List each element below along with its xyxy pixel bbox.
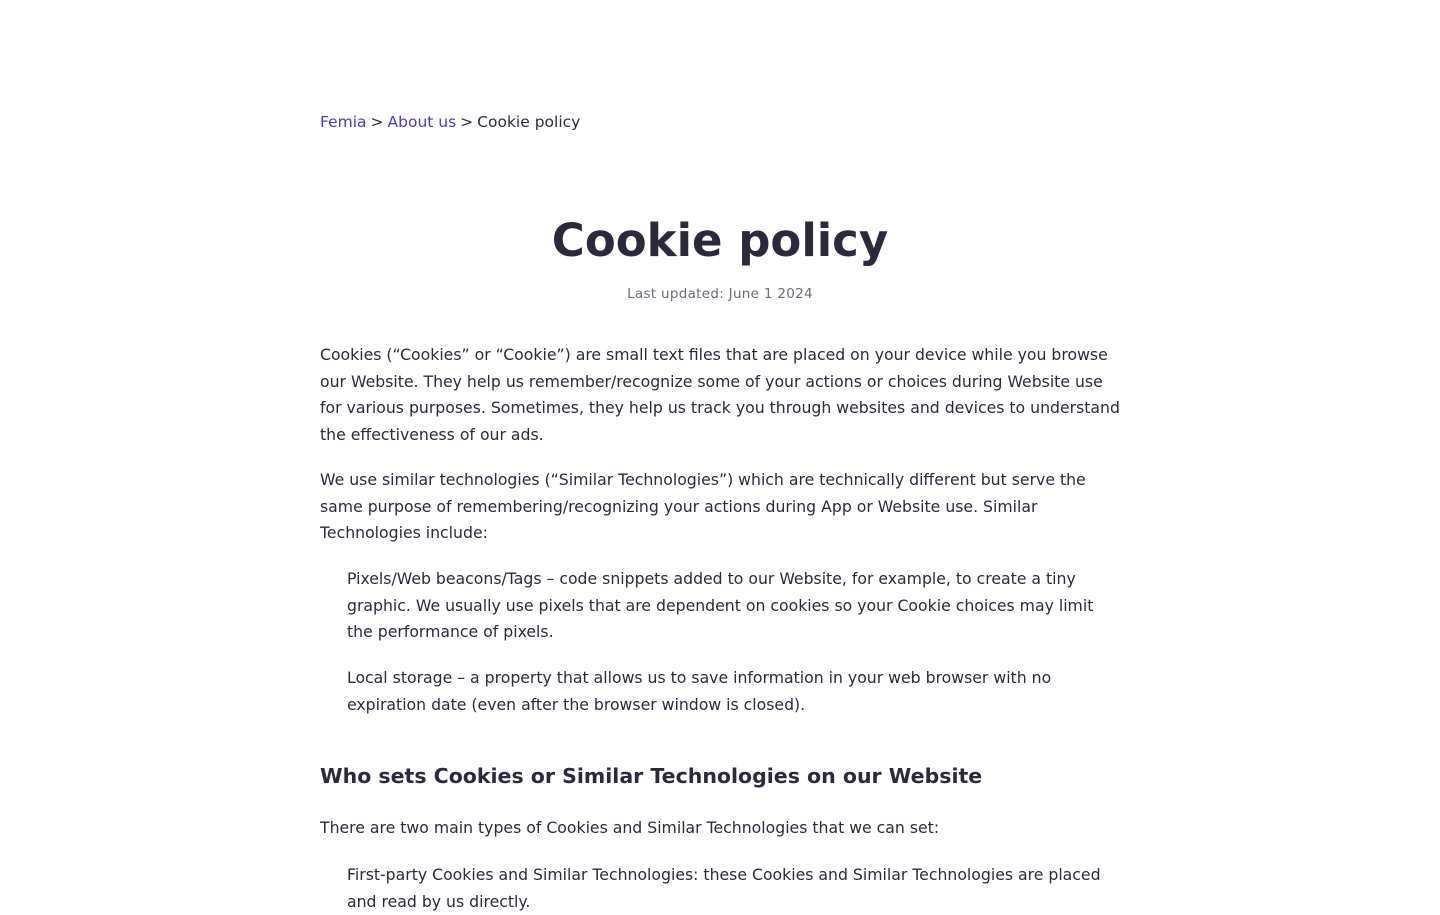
list-item-first-party: First-party Cookies and Similar Technologies: these Cookies and Similar Technologies are placed and read by us directly.: [347, 865, 1101, 911]
list-item-local-storage: Local storage – a property that allows us to save information in your web browser with no expiration date (even after the browser window is closed).: [347, 668, 1052, 714]
section-heading-who-sets-cookies: Who sets Cookies or Similar Technologies on our Website: [320, 764, 983, 788]
page-title: Cookie policy: [551, 214, 889, 267]
breadcrumb-separator: >: [460, 113, 474, 131]
last-updated-text: Last updated: June 1 2024: [627, 286, 813, 302]
breadcrumb-link-home[interactable]: Femia: [320, 113, 367, 131]
section-intro-paragraph: There are two main types of Cookies and Similar Technologies that we can set:: [320, 818, 940, 837]
list-item-pixels: Pixels/Web beacons/Tags – code snippets added to our Website, for example, to create a tiny graphic. We usually use pixels that are dependent on cookies so your Cookie choices may limit the performance of pixels.: [347, 569, 1094, 641]
breadcrumb-link-about-us[interactable]: About us: [387, 113, 457, 131]
breadcrumb-current: Cookie policy: [477, 113, 581, 131]
intro-paragraph: Cookies (“Cookies” or “Cookie”) are small text files that are placed on your device while you browse our Website. They help us remember/recognize some of your actions or choices during Website use for various purposes. Sometimes, they help us track you through websites and devices to understand the effectiveness of our ads.: [320, 345, 1120, 444]
breadcrumb-separator: >: [370, 113, 384, 131]
breadcrumb: [320, 112, 580, 132]
similar-technologies-paragraph: We use similar technologies (“Similar Technologies”) which are technically different but serve the same purpose of remembering/recognizing your actions during App or Website use. Similar Technologies include:: [320, 470, 1086, 542]
